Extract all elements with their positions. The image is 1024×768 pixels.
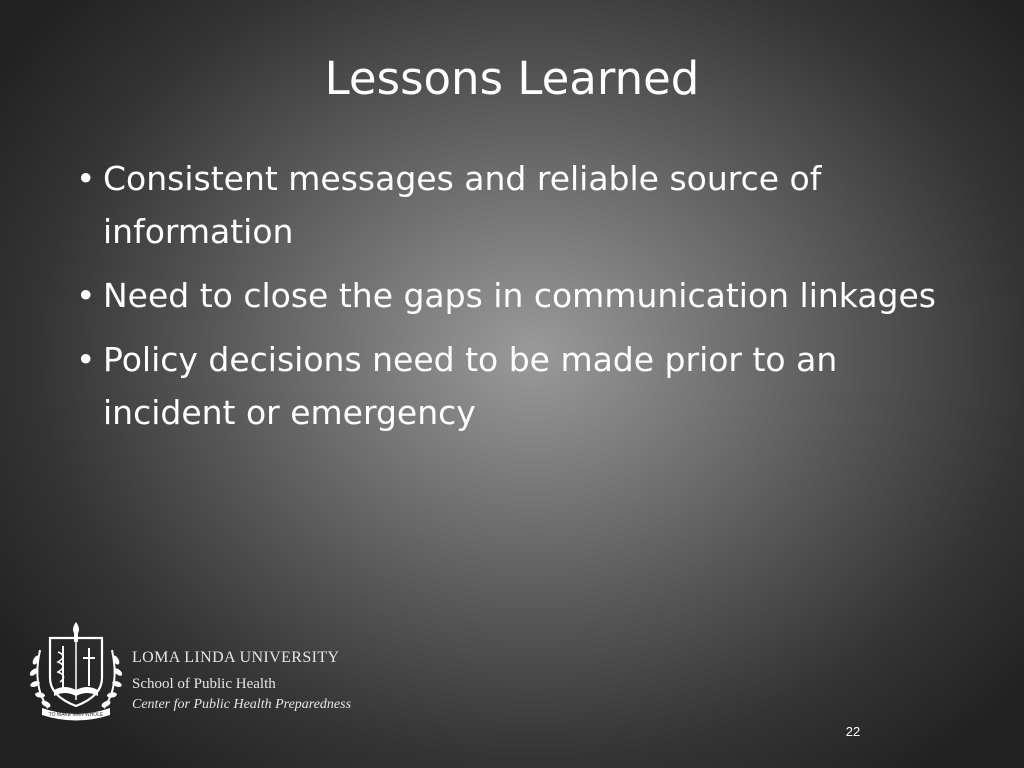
- bullet-dot: •: [76, 340, 96, 379]
- university-seal-icon: [26, 620, 126, 722]
- bullet-dot: •: [76, 276, 96, 315]
- bullet-item: [70, 333, 950, 439]
- school-name: School of Public Health: [132, 676, 276, 692]
- bullet-text: Need to close the gaps in communication linkages: [103, 276, 936, 315]
- bullet-list: [70, 152, 950, 450]
- bullet-text: Consistent messages and reliable source of information: [103, 159, 822, 251]
- bullet-item: [70, 269, 950, 322]
- svg-text:TO MAKE MAN WHOLE: TO MAKE MAN WHOLE: [48, 712, 104, 718]
- slide-title: Lessons Learned: [324, 52, 700, 105]
- bullet-text: Policy decisions need to be made prior to an incident or emergency: [103, 340, 838, 432]
- university-branding: [132, 648, 351, 715]
- center-name: Center for Public Health Preparedness: [132, 697, 352, 712]
- bullet-item: [70, 152, 950, 258]
- bullet-dot: •: [76, 159, 96, 198]
- university-name: LOMA LINDA UNIVERSITY: [132, 649, 340, 666]
- slide-number: 22: [845, 724, 861, 739]
